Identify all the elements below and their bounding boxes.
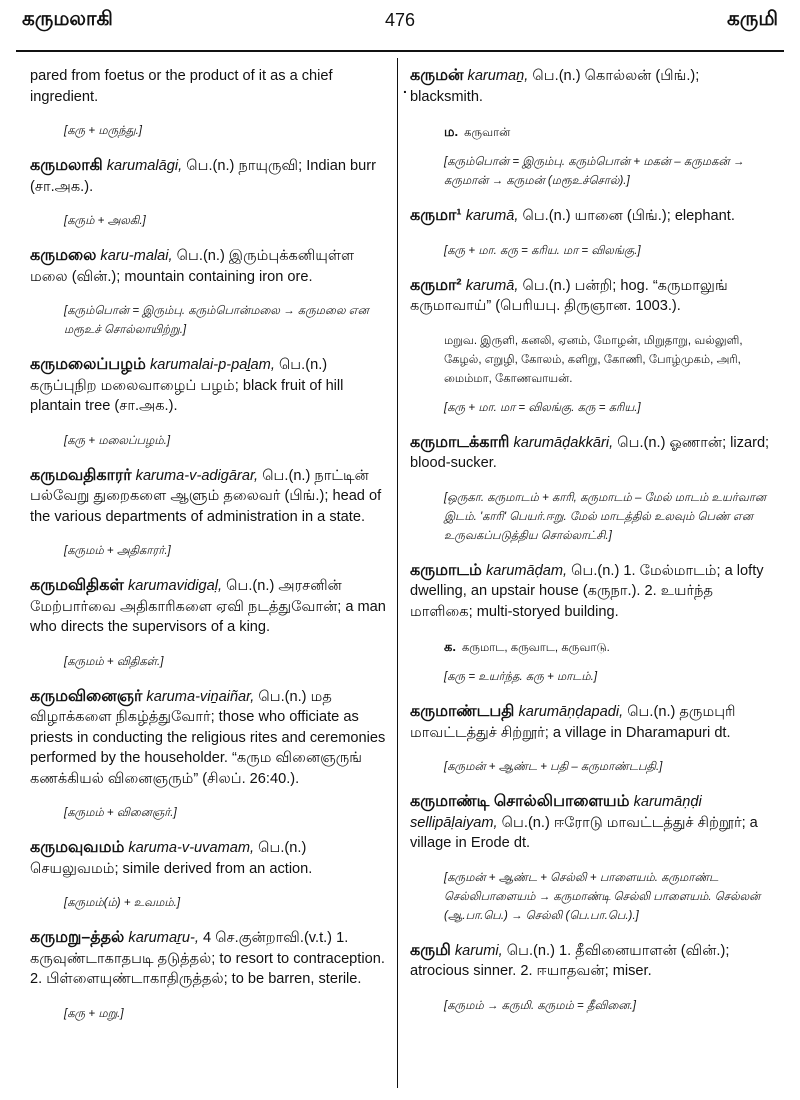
- entry-transliteration: karumaṟu-,: [128, 930, 199, 946]
- dictionary-entry: [30, 66, 388, 107]
- entry-headword: கருமா¹: [410, 207, 462, 224]
- page-header: [0, 0, 800, 56]
- entry-definition: பெ.(n.) கொல்லன் (பிங்.); blacksmith.: [410, 68, 700, 105]
- language-tag: ம.: [444, 124, 459, 139]
- entry-definition: பெ.(n.) செயலுவமம்; simile derived from an action.: [30, 840, 313, 877]
- dictionary-entry: [30, 355, 388, 417]
- etymology-note: [கருமம் + வினைஞர்.]: [64, 807, 177, 819]
- entry-transliteration: karumi,: [454, 942, 503, 959]
- entry-headword: கருமாண்டி சொல்லிபாளையம்: [410, 793, 630, 810]
- entry-definition: பெ.(n.) ஓணான்; lizard; blood-sucker.: [410, 434, 770, 471]
- entry-headword: கருமாடம்: [410, 561, 482, 579]
- page-number: 476: [384, 10, 416, 30]
- dictionary-entry: [410, 66, 772, 107]
- entry-transliteration: karumaṉ,: [467, 68, 529, 84]
- related-forms: [444, 332, 772, 389]
- entry-transliteration: karumā,: [465, 208, 519, 224]
- entry-definition: பெ.(n.) கருப்புநிற மலைவாழைப் பழம்; black fruit of hill plantain tree (சா.அக.).: [30, 357, 344, 414]
- etymology-note: [கரு + மறு.]: [64, 1007, 124, 1020]
- right-column: [410, 66, 772, 1031]
- entry-definition: பெ.(n.) 1. தீவினையாளன் (வின்.); atrocious sinner. 2. ஈயாதவன்; miser.: [410, 942, 730, 979]
- dictionary-entry: [30, 838, 388, 879]
- etymology-note: [கருமம்(ம்) + உவமம்.]: [64, 897, 181, 909]
- etymology-note: [கருமம் + அதிகாரர்.]: [64, 545, 171, 557]
- header-rule: [16, 50, 784, 52]
- etymology-note: [கரு + மா. கரு = கரிய. மா = விலங்கு.]: [444, 244, 641, 257]
- entry-headword: கருமவதிகாரர்: [30, 466, 132, 484]
- etymology-note: [கருமம் + விதிகள்.]: [64, 655, 164, 668]
- entry-headword: கருமாடக்காரி: [410, 433, 510, 451]
- entry-definition: பெ.(n.) 1. மேல்மாடம்; a lofty dwelling, an upstair house (கருநா.). 2. உயர்ந்த மாளிகை; multi-storyed building.: [410, 562, 764, 620]
- entry-headword: கருமா²: [410, 276, 462, 294]
- entry-definition: pared from foetus or the product of it as a chief ingredient.: [30, 68, 333, 105]
- entry-headword: கருமன்: [410, 67, 464, 84]
- entry-transliteration: karumalai-p-paḻam,: [149, 357, 275, 373]
- entry-transliteration: karumā,: [465, 277, 519, 294]
- entry-transliteration: karumāḍakkāri,: [513, 434, 614, 451]
- etymology-note: [கரும்பொன் = இரும்பு. கரும்பொன் + மகன் – கருமகன் → கருமான் → கருமன் (மரூஉச்சொல்).]: [444, 156, 745, 187]
- dictionary-entry: [30, 156, 388, 197]
- language-tag: க.: [444, 639, 456, 654]
- etymology-note: [கரு + மா. மா = விலங்கு. கரு = கரிய.]: [444, 401, 641, 414]
- dictionary-entry: [410, 206, 772, 227]
- entry-headword: கருமறு–த்தல்: [30, 929, 125, 946]
- entry-transliteration: karumāṇḍi sellipāḷaiyam,: [410, 794, 702, 831]
- dictionary-entry: [410, 276, 772, 317]
- dictionary-entry: [30, 246, 388, 287]
- dictionary-entry: [410, 792, 772, 854]
- entry-transliteration: karuma-v-adigārar,: [135, 467, 259, 484]
- entry-headword: கருமவுவமம்: [30, 839, 125, 856]
- etymology-note: [கரு + மலைப்பழம்.]: [64, 434, 171, 447]
- entry-definition: பெ.(n.) அரசனின் மேற்பார்வை அதிகாரிகளை ஏவி நடத்துவோன்; a man who directs the supervisors of a king.: [30, 578, 386, 635]
- etymology-note: [கரு = உயர்ந்த. கரு + மாடம்.]: [444, 671, 598, 683]
- entry-definition: பெ.(n.) நாயுருவி; Indian burr (சா.அக.).: [30, 158, 376, 195]
- dictionary-entry: [30, 466, 388, 528]
- entry-headword: கருமி: [410, 941, 451, 959]
- entry-headword: கருமலாகி: [30, 157, 103, 174]
- entry-transliteration: karumāḍam,: [485, 562, 568, 579]
- etymology-note: [கரு + மருந்து.]: [64, 125, 142, 137]
- etymology-note: [கருமம் → கருமி. கருமம் = தீவினை.]: [444, 999, 636, 1012]
- entry-definition: 4 செ.குன்றாவி.(v.t.) 1. கருவுண்டாகாதபடி தடுத்தல்; to resort to contraception. 2. பிள்ளையுண்டாகாதிருத்தல்; to be barren, sterile.: [30, 930, 385, 987]
- entry-definition: பெ.(n.) தருமபுரி மாவட்டத்துச் சிற்றூர்; a village in Dharamapuri dt.: [410, 704, 736, 741]
- entry-transliteration: karumavidigaḷ,: [127, 578, 223, 594]
- entry-definition: பெ.(n.) மத விழாக்களை நிகழ்த்துவோர்; those who officiate as priests in conducting the religious rites and ceremonies performed by the householder. “கரும வினைஞருங் கணக்கியல் வினைஞரும்” (சிலப். 26:40.).: [30, 688, 386, 787]
- entry-definition: பெ.(n.) இரும்புக்கனியுள்ள மலை (வின்.); mountain containing iron ore.: [30, 248, 355, 285]
- entry-transliteration: karuma-viṉaiñar,: [146, 688, 255, 705]
- dictionary-entry: [30, 928, 388, 990]
- related-forms: [444, 637, 772, 658]
- column-divider: [397, 58, 398, 1088]
- entry-definition: பெ.(n.) பன்றி; hog. “கருமாலுங் கருமாவாய்” (பெரியபு. திருஞான. 1003.).: [410, 277, 728, 314]
- entry-transliteration: karuma-v-uvamam,: [128, 840, 255, 856]
- left-column: [30, 66, 388, 1039]
- dictionary-entry: [410, 433, 772, 474]
- related-forms: [444, 122, 772, 143]
- dictionary-entry: [410, 702, 772, 743]
- entry-definition: பெ.(n.) ஈரோடு மாவட்டத்துச் சிற்றூர்; a village in Erode dt.: [410, 814, 758, 851]
- entry-definition: பெ.(n.) யானை (பிங்.); elephant.: [522, 208, 735, 224]
- dictionary-entry: [30, 576, 388, 638]
- related-forms-text: கருமாட, கருவாட, கருவாடு.: [461, 642, 610, 654]
- etymology-note: [கருமன் + ஆண்ட + பதி – கருமாண்டபதி.]: [444, 761, 663, 773]
- dictionary-entry: [30, 687, 388, 790]
- running-head-right: கருமி: [726, 8, 778, 30]
- dictionary-entry: [410, 561, 772, 623]
- entry-headword: கருமலை: [30, 247, 97, 264]
- entry-definition: பெ.(n.) நாட்டின் பல்வேறு துறைகளை ஆளும் தலைவர் (பிங்.); head of the various departments of administration in a state.: [30, 467, 382, 525]
- entry-transliteration: karumāṇḍapadi,: [518, 704, 624, 720]
- column-mark: .: [403, 80, 407, 96]
- related-forms-text: மறுவ. இருளி, கனலி, ஏனம், மோழன், மிறுதாறு, வல்லுளி, கேழல், எறுழி, கோலம், களிறு, கோணி, போழ்முகம், அரி, மைம்மா, கோணவாயன்.: [444, 334, 743, 385]
- etymology-note: [கரும்பொன் = இரும்பு. கரும்பொன்மலை → கருமலை என மரூஉச் சொல்லாயிற்று.]: [64, 305, 369, 336]
- entry-headword: கருமவினைஞர்: [30, 687, 143, 705]
- running-head-left: கருமலாகி: [22, 8, 113, 30]
- etymology-note: [கரும் + அலகி.]: [64, 215, 146, 227]
- entry-transliteration: karu-malai,: [100, 248, 173, 264]
- entry-headword: கருமலைப்பழம்: [30, 356, 146, 373]
- etymology-note: [ஒருகா. கருமாடம் + காரி, கருமாடம் – மேல் மாடம் உயர்வான இடம். 'காரி' பெயர்.ஈறு. மேல் மாடத்தில் உலவும் பெண் என உருவகப்படுத்திய சொல்லாட்சி.]: [444, 491, 767, 542]
- related-forms-text: கருவான்: [464, 127, 511, 139]
- dictionary-entry: [410, 941, 772, 982]
- entry-transliteration: karumalāgi,: [106, 158, 183, 174]
- entry-headword: கருமாண்டபதி: [410, 703, 515, 720]
- entry-headword: கருமவிதிகள்: [30, 577, 124, 594]
- etymology-note: [கருமன் + ஆண்ட + செல்லி + பாளையம். கருமாண்ட செல்லிபாளையம் → கருமாண்டி செல்லி பாளையம். செல்லன் (ஆ.பா.பெ.) → செல்லி (பெ.பா.பெ.).]: [444, 871, 761, 922]
